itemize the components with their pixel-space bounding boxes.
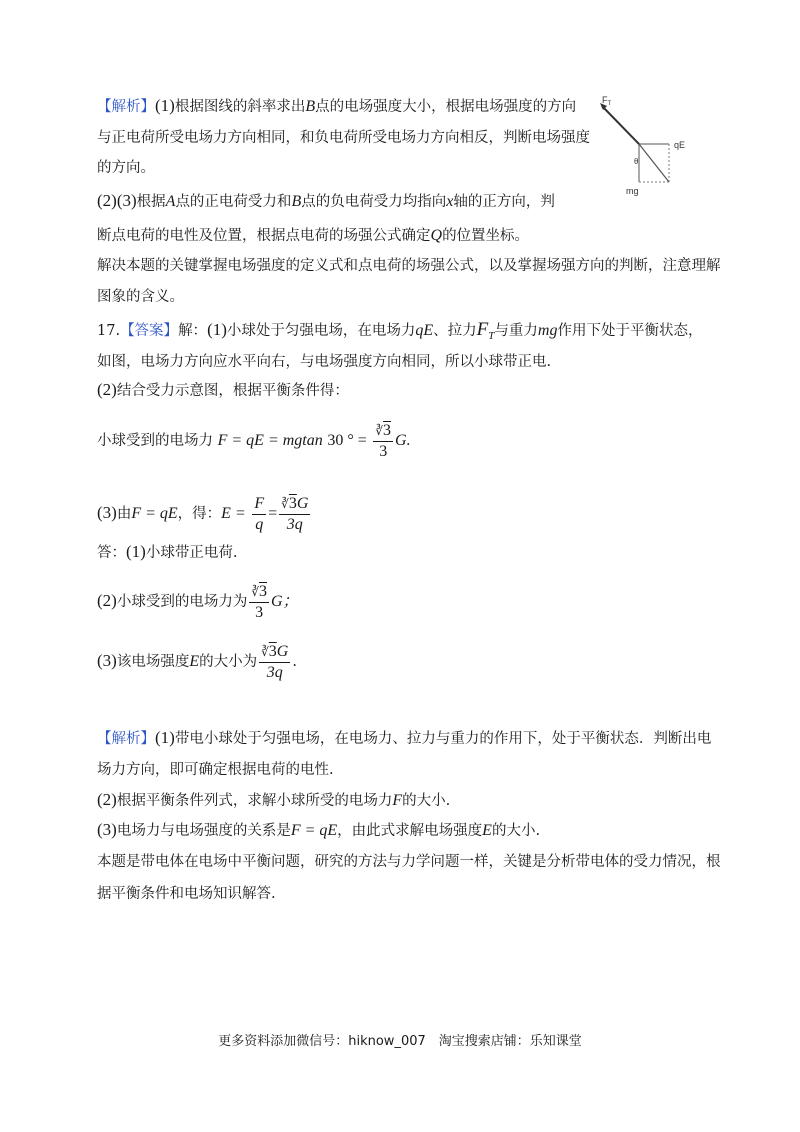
resultant-line (639, 144, 669, 182)
fraction-f-over-q: $\frac{F}{q}$ (254, 494, 265, 533)
tension-line (602, 106, 639, 144)
analysis2-line6: 据平衡条件和电场知识解答. (97, 886, 276, 902)
analysis1-line4: (2)(3)根据A点的正电荷受力和B点的负电荷受力均指向x轴的正方向，判 (97, 191, 555, 210)
ft-label: $F_T$ (602, 95, 612, 107)
answer-line3: (3)该电场强度E的大小为 $\frac{∛3G}{3q}$ . (97, 642, 297, 681)
page-footer: 更多资料添加微信号：hiknow_007 淘宝搜索店铺：乐知课堂 (218, 1034, 582, 1049)
analysis2-line5: 本题是带电体在电场中平衡问题，研究的方法与力学问题一样，关键是分析带电体的受力情况，根 (97, 854, 721, 870)
answer-line2: (2)小球受到的电场力为 $\frac{∛3}{3}$ G； (97, 582, 299, 621)
analysis1-line5: 断点电荷的电性及位置，根据点电荷的场强公式确定Q的位置坐标。 (97, 227, 530, 244)
fraction-sqrt3g-over-3q-ans: $\frac{∛3G}{3q}$ (261, 642, 289, 681)
analysis-tag: 【解析】 (97, 99, 155, 115)
analysis1-line1: 【解析】(1)根据图线的斜率求出B点的电场强度大小，根据电场强度的方向 (97, 96, 577, 115)
force-diagram (594, 94, 704, 204)
analysis1-line2: 与正电荷所受电场力方向相同，和负电荷所受电场力方向相反，判断电场强度 (97, 130, 590, 146)
q17-line5: (3)由F = qE，得：E = $\frac{F}{q}$ = $\frac{∛3G}{3q}$ (97, 494, 309, 533)
analysis-tag-2: 【解析】 (97, 731, 155, 747)
fraction-sqrt3-over-3: $\frac{∛3}{3}$ (375, 421, 392, 460)
fraction-sqrt3g-over-3q: $\frac{∛3G}{3q}$ (281, 494, 309, 533)
answer-tag: 【答案】 (120, 323, 179, 339)
answer-line1: 答：(1)小球带正电荷. (97, 542, 238, 561)
q17-line1: 17.【答案】解：(1)小球处于匀强电场，在电场力qE、拉力$F_T$与重力mg作用下处于平衡状态， (97, 319, 703, 342)
analysis1-line3: 的方向。 (97, 160, 155, 176)
analysis2-line4: (3)电场力与电场强度的关系是F = qE，由此式求解电场强度E的大小. (97, 820, 541, 839)
analysis2-line1: 【解析】(1)带电小球处于匀强电场，在电场力、拉力与重力的作用下，处于平衡状态．判断出电 (97, 728, 712, 747)
fraction-sqrt3-over-3-ans: $\frac{∛3}{3}$ (251, 582, 267, 621)
q17-line2: 如图，电场力方向应水平向右，与电场强度方向相同，所以小球带正电. (97, 354, 552, 370)
q17-line4: 小球受到的电场力 F = qE = mgtan 30 ° = $\frac{∛3}{3}$ G. (97, 421, 411, 460)
analysis2-line2: 场力方向，即可确定根据电荷的电性. (97, 762, 334, 778)
qe-label: qE (674, 140, 686, 150)
analysis1-line6: 解决本题的关键掌握电场强度的定义式和点电荷的场强公式，以及掌握场强方向的判断，注意理解 (97, 258, 721, 274)
q17-line3: (2)结合受力示意图，根据平衡条件得： (97, 380, 349, 399)
mg-label: mg (626, 186, 639, 196)
analysis1-line7: 图象的含义。 (97, 289, 184, 305)
theta-label: θ (634, 157, 639, 166)
analysis2-line3: (2)根据平衡条件列式，求解小球所受的电场力F的大小. (97, 790, 451, 809)
